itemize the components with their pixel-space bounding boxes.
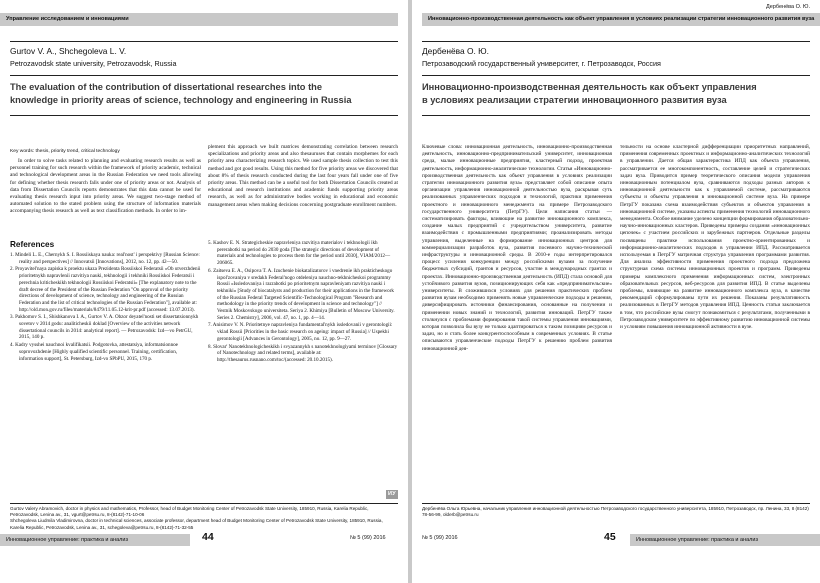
journal-logo-icon: ИУ xyxy=(386,490,398,499)
abstract-col2: plement this approach we built matrices demonstrating correlation between research specializations and priority areas and also thesauruses that contain morphemes for each priority area characterizing research topics. We used sample thesis collection to test this method and got good results. Using this method for five priority areas we discovered that about 8% of thesis research conducted during the last four years fall under one of five priority areas. This method can be a useful tool for both Dissertation Councils created at educational and research institutions and academic funds supporting priority areas research, as well as for administrative bodies working in educational and economic management areas when making decisions concerning postgraduate enrollment numbers. xyxy=(208,144,398,208)
references-heading: References xyxy=(10,240,55,249)
divider xyxy=(422,115,810,116)
divider xyxy=(422,503,810,504)
divider xyxy=(10,41,398,42)
article-title-line1: Инновационно-производственная деятельность как объект управления xyxy=(422,82,757,92)
journal-name: Инновационное управление: практика и анализ xyxy=(0,534,190,546)
divider xyxy=(422,41,810,42)
reference-item: 3. Pakhomov S. I., Shishkanova I. A., Gurtov V. A. Obzor deyatel'nosti set dissertatsionnykh sovetov v 2014 godu: analiticheskii doklad [Overview of the activities network dissertational councils in 2014: analytical report]. — Petrozavodsk: Izd—vo PetrGU, 2015, 140 p. xyxy=(10,314,199,341)
page-number: 44 xyxy=(202,531,214,543)
references-col1 xyxy=(10,252,201,492)
divider xyxy=(10,75,398,76)
references-col2 xyxy=(208,240,398,492)
issue-number: № 5 (99) 2016 xyxy=(422,535,458,541)
divider xyxy=(10,503,398,504)
left-page xyxy=(0,0,408,583)
abstract-col2: тельности на основе кластерной дифференциации приоритетных направлений, применения современных проектных и информационно-аналитических технологий в управлении. Дается общая характеристика ИПД как объекта управления, рассматривается ее многокомпонентность, составление целей и стратегических задач вуза. Приводится пример теоретического описания модели управления инновационным потенциалом вуза, сравниваются подходы разных авторов к инновационной деятельности как к управляемой системе, рассматриваются субъекты и объекты управления в инновационной системе вуза. На примере ПетрГУ показана схема взаимодействия субъектов и объектов управления в инновационной системе, указаны аспекты применения технологий инновационного менеджмента. Особое внимание уделено концепции формирования образовательно-научно-инновационных кластеров. Приведены примеры создания «инновационных цепочек» с участием российских и зарубежных партнеров. Отдельные разделы посвящены практике использования проектно-ориентированных и информационно-аналитических подходов в управлении ИПД. Рассматривается используемая в ПетрГУ матричная структура управления программами развития. Для анализа эффективности применения проектного подхода предложена структурная схема системы инновационных проектов и программ. Приведены примеры комплексного применения информационных систем, электронных образовательных ресурсов, веб-ресурсов для развития ИПД. В статье выделены проблемы, влияющие на развитие инновационного комплекса вуза, в качестве рекомендаций сформулированы пути их решения. Показаны результативность реализованных в ПетрГУ методов управления ИПД. Ценность статьи заключается в том, что российские вузы смогут познакомиться с результатами, полученными в Петрозаводском университете по эффективному развитию инновационной системы и условиям повышения инновационной активности в вузе. xyxy=(620,144,810,331)
journal-name: Инновационное управление: практика и анализ xyxy=(630,534,820,546)
running-header: Управление исследованием и инновациями xyxy=(0,13,398,26)
reference-item: 4. Kadry vysshei nauchnoi kvalifikatsii. Podgotovka, attestatsiya, informatsionnoe soprovozhdenie [Highly qualified scientific personnel. Training, certification, information support], St. Petersburg, Izd-vo SPbPU, 2015, 170 p. xyxy=(10,342,178,362)
reference-item: 8. Slovar' Nanotekhnologicheskikh i svyazannykh s nanotekhnologiyami terminov [Glossary of Nanotechnology and related terms], available at: http://thesaurus.rusnano.com/toc/(accessed: 20.10.2015). xyxy=(208,343,398,363)
affiliation: Петрозаводский государственный университет, г. Петрозаводск, Россия xyxy=(422,59,661,68)
reference-item: 6. Zaitseva E. A., Osipova T. A. Izuchenie biokatalizatorov i vnedrenie ikh prakticheskogo ispol'zovaniya v sredakh Federal'nogo otdeleniya nauchno-tekhnicheskoi programmy Rossii «Issledovaniya i razrabotki po prioritetnym napravleniyam razvitiya nauki i tekhniki» [Study of biocatalysts and production for their applications in the framework of the Russian Federal Targeted Scientific-Technological Program "Research and methodology in the priority trends of development in science and technology"] // Vestnik Moskovskogo universiteta. Seriya 2. Khimiya [Bulletin of Moscow University. Series 2. Chemistry], 2006, vol. 47, no. 1, pp. 4—14. xyxy=(208,267,395,321)
reference-item: 7. Anisimov V. N. Prioritetnye napravleniya fundamental'nykh issledovanii v gerontologii: vklad Rossii [Priorities in the basic research on ageing: impact of Russia] // Uspekhi gerontologii [Advances in Gerontology], 2005, no. 12, pp. 9—27. xyxy=(208,322,393,342)
article-title-line2: в условиях реализации стратегии инновационного развития вуза xyxy=(422,95,727,105)
reference-item: 5. Kashov E. N. Strategicheskie napravleniya razvitiya materialov i tekhnologii ikh pererabotki na period do 2030 goda [The strategic directions of development of materials and technologies to process them for the period until 2030], VIAM/2012—206065. xyxy=(208,240,391,267)
header-author: Дербенёва О. Ю. xyxy=(766,4,810,10)
right-page xyxy=(412,0,820,583)
page-number: 45 xyxy=(604,531,616,543)
issue-number: № 5 (99) 2016 xyxy=(350,535,386,541)
authors: Дербенёва О. Ю. xyxy=(422,46,489,56)
abstract-col1: Ключевые слова: инновационная деятельность, инновационно-производственная деятельность, инновационно-предпринимательский университет, инновационная среда, малые инновационные предприятия, кластерный подход, проектная деятельность, информационно-аналитические технологии. Статья «Инновационно-производственная деятельность как объект управления в условиях реализации стратегии инновационного развития вуза» представляет собой описание опыта организации управления инновационной деятельностью вуза, раскрывая суть реализованных управленческих подходов и технологий, практики применения проектного и инновационного менеджмента на примере Петрозаводского государственного университета (ПетрГУ). Цели написания статьи — систематизировать факторы, влияющие на развитие инновационного комплекса, создание малых предприятий с учредительством университета, развитие взаимодействия с промышленными предприятиями; проанализировать методы управления, выделенные на формирование инновационных центров для коммерциализации разработок вуза, развития посевного научно-технической инфраструктуры и инновационной среды. В 2010-е годы интерпретировался процесс усиления конкуренции между российскими вузами за получение бюджетных субсидий, грантов и ресурсов, участие в международных грантах и проектах. Инновационно-производственная деятельность (ИПД) стала основой для устойчивого развития вузов, позиционирующих себя как «предпринимательские» университеты. В сложившихся условиях для решения практических проблем развития вузам необходимо применять новые управленческие подходы и решения, диверсифицировать источники финансирования, основанные на получении и применении новых знаний и технологий, развития инноваций. ПетрГУ также столкнулся с проблемами формирования такой системы управления инновациями, которая позволила бы вузу не только адаптироваться к таким позициям ресурсов и задач, но и стать более конкурентоспособным в современных условиях. В статье описываются управленческие подходы ПетрГУ к решению проблем развития инновационной дея- xyxy=(422,144,612,352)
reference-item: 1. Mindeli L. E., Chernykh S. I. Rossiiskaya nauka: real'nost' i perspektivy [Russian Science: reality and perspectives] // Innovatsii [Innovations], 2012, no. 12, pp. 42—50. xyxy=(10,252,200,265)
article-title-line2: knowledge in priority areas of science, technology and engineering in Russia xyxy=(10,95,352,105)
divider xyxy=(422,75,810,76)
running-header: Инновационно-производственная деятельность как объект управления в условиях реализации стратегии инновационного развития вуза xyxy=(422,13,820,26)
divider xyxy=(10,115,398,116)
reference-item: 2. Proyavitel'naya zapiska k proektu ukaza Prezidenta Rossiiskoi Federatsii «Ob utverzhdenii prioritetnykh napravlenii razvitiya nauki, tekhnologii i tekhniki Rossiiskoi Federatsii i perechnia kriticheskikh tekhnologii Rossiiskoi Federatsii» [The explanatory note to the draft decree of the President of the Russian Federation "On approval of the priority directions of development of science, technology and engineering of the Russian Federation and the list of critical technologies of the Russian Federation"], available at: http://old.mon.gov.ru/files/materials/8479/11.05.12-krit-pr.pdf (accessed: 13.07.2013). xyxy=(10,266,201,313)
affiliation: Petrozavodsk state university, Petrozavodsk, Russia xyxy=(10,59,177,68)
article-title-line1: The evaluation of the contribution of dissertational researches into the xyxy=(10,82,323,92)
abstract-col1: In order to solve tasks related to planning and evaluating research results as well as personnel training for such research within the framework of priority academic, technical and technological development areas in the Russian Federation we need tools allowing for defining whether thesis research falls under one of priority areas or not. Analysis of data from Dissertation Councils reports demonstrates that this data cannot be used for evaluating thesis research input into priority areas. We suggest two-stage method of automated solution to the stated problem using the structure of information materials accompanying thesis research as well as text classification methods. In order to im- xyxy=(10,158,201,215)
author-footnote: Gurtov Valery Abramovich, doctor in physics and mathematics, Professor, head of Budget Monitoring Center of Petrozavodsk State University, 185910, Russia, Karelia Republic, Petrozavodsk, Lenina av., 31, vgurt@petrsu.ru, 8-(8142)-71-10-06 Shchegoleva Liudmila Vladimirovna, doctor in technical sciences, associate professor, department head of Budget Monitoring Center of Petrozavodsk State University, 185910, Russia, Karelia Republic, Petrozavodsk, Lenina av., 31, schegoleva@petrsu.ru, 8-(8142)-71-32-55 xyxy=(10,506,383,530)
author-footnote: Дербенёва Ольга Юрьевна, начальник управления инновационной деятельностью Петрозаводского государственного университета, 185910, Петрозаводск, пр. Ленина, 33, 8 (8142) 78-56-99, olderb@petrsu.ru xyxy=(422,506,809,518)
authors: Gurtov V. A., Shchegoleva L. V. xyxy=(10,46,127,56)
keywords: Key words: thesis, priority trend, critical technology xyxy=(10,149,120,154)
